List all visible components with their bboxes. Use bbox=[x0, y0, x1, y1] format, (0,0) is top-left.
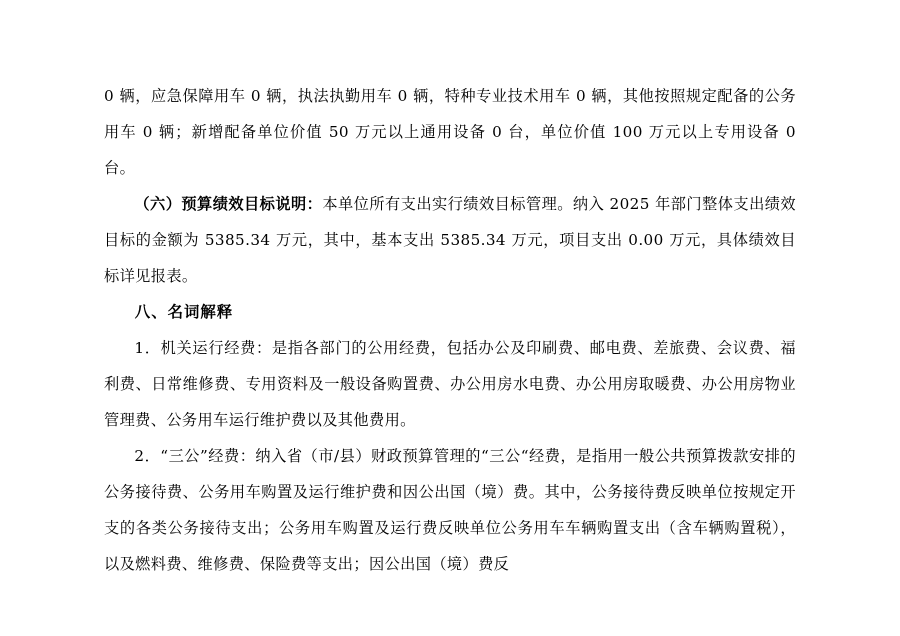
paragraph-term-operating-funds: 1．机关运行经费：是指各部门的公用经费，包括办公及印刷费、邮电费、差旅费、会议费、福利费、日常维修费、专用资料及一般设备购置费、办公用房水电费、办公用房取暖费、办公用房物业管理费、公务用车运行维护费以及其他费用。 bbox=[104, 339, 796, 429]
document-body bbox=[104, 78, 796, 582]
paragraph-vehicles-equipment: 0 辆，应急保障用车 0 辆，执法执勤用车 0 辆，特种专业技术用车 0 辆，其他按照规定配备的公务用车 0 辆；新增配备单位价值 50 万元以上通用设备 0 台，单位价值 100 万元以上专用设备 0 台。 bbox=[104, 87, 796, 177]
paragraph-budget-performance bbox=[104, 186, 796, 294]
budget-performance-lead-in: （六）预算绩效目标说明： bbox=[134, 195, 323, 213]
paragraph-term-three-public-funds: 2．“三公”经费：纳入省（市/县）财政预算管理的“三公“经费，是指用一般公共预算拨款安排的公务接待费、公务用车购置及运行维护费和因公出国（境）费。其中，公务接待费反映单位按规定开支的各类公务接待支出；公务用车购置及运行费反映单位公务用车车辆购置支出（含车辆购置税），以及燃料费、维修费、保险费等支出；因公出国（境）费反 bbox=[104, 447, 796, 573]
section-heading-eight: 八、名词解释 bbox=[134, 303, 234, 321]
budget-performance-text: 本单位所有支出实行绩效目标管理。纳入 2025 年部门整体支出绩效目标的金额为 5385.34 万元，其中，基本支出 5385.34 万元，项目支出 0.00 万元，具体绩效目标详见报表。 bbox=[104, 195, 796, 285]
